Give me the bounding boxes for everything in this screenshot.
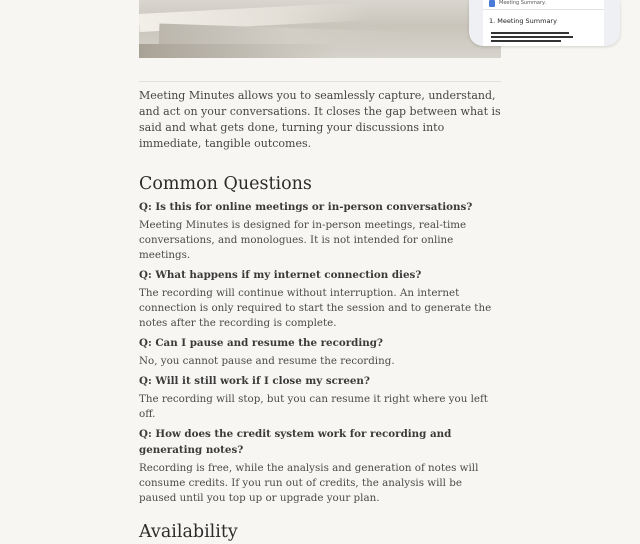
summary-card-text-line [491,40,561,42]
document-icon [489,0,495,7]
faq-question: Q: Will it still work if I close my screen? [139,375,370,387]
faq-answer: No, you cannot pause and resume the recording. [139,355,395,367]
summary-card-text-line [491,32,569,34]
faq-heading: Common Questions [139,174,312,194]
faq-question: Q: What happens if my internet connection dies? [139,269,422,281]
hero-paper-texture [139,44,339,58]
summary-card-title: Meeting Summary. [499,0,546,6]
faq-answer: The recording will stop, but you can resume it right where you left off. [139,393,488,420]
faq-question: Q: Can I pause and resume the recording? [139,337,383,349]
intro-paragraph: Meeting Minutes allows you to seamlessly capture, understand, and act on your conversations. It closes the gap between what is said and what gets done, turning your discussions into immediate, tangible outcomes. [139,89,501,150]
faq-answer: The recording will continue without interruption. An internet connection is only required to start the session and to generate the notes after the recording is complete. [139,287,492,329]
faq-answer: Meeting Minutes is designed for in-person meetings, real-time conversations, and monologues. It is not intended for online meetings. [139,219,467,261]
faq-question: Q: How does the credit system work for recording and generating notes? [139,428,452,456]
summary-card-text-line [491,36,573,38]
hero-image [139,0,557,58]
summary-card [483,0,604,46]
faq-answer: Recording is free, while the analysis and generation of notes will consume credits. If you run out of credits, the analysis will be paused until you top up or upgrade your plan. [139,462,479,504]
faq-question: Q: Is this for online meetings or in-person conversations? [139,201,473,213]
availability-heading: Availability [139,522,238,542]
summary-card-divider [483,9,604,10]
article-content [139,88,501,544]
section-divider [139,81,501,82]
phone-mockup [469,0,620,46]
summary-card-heading: 1. Meeting Summary [489,17,557,25]
